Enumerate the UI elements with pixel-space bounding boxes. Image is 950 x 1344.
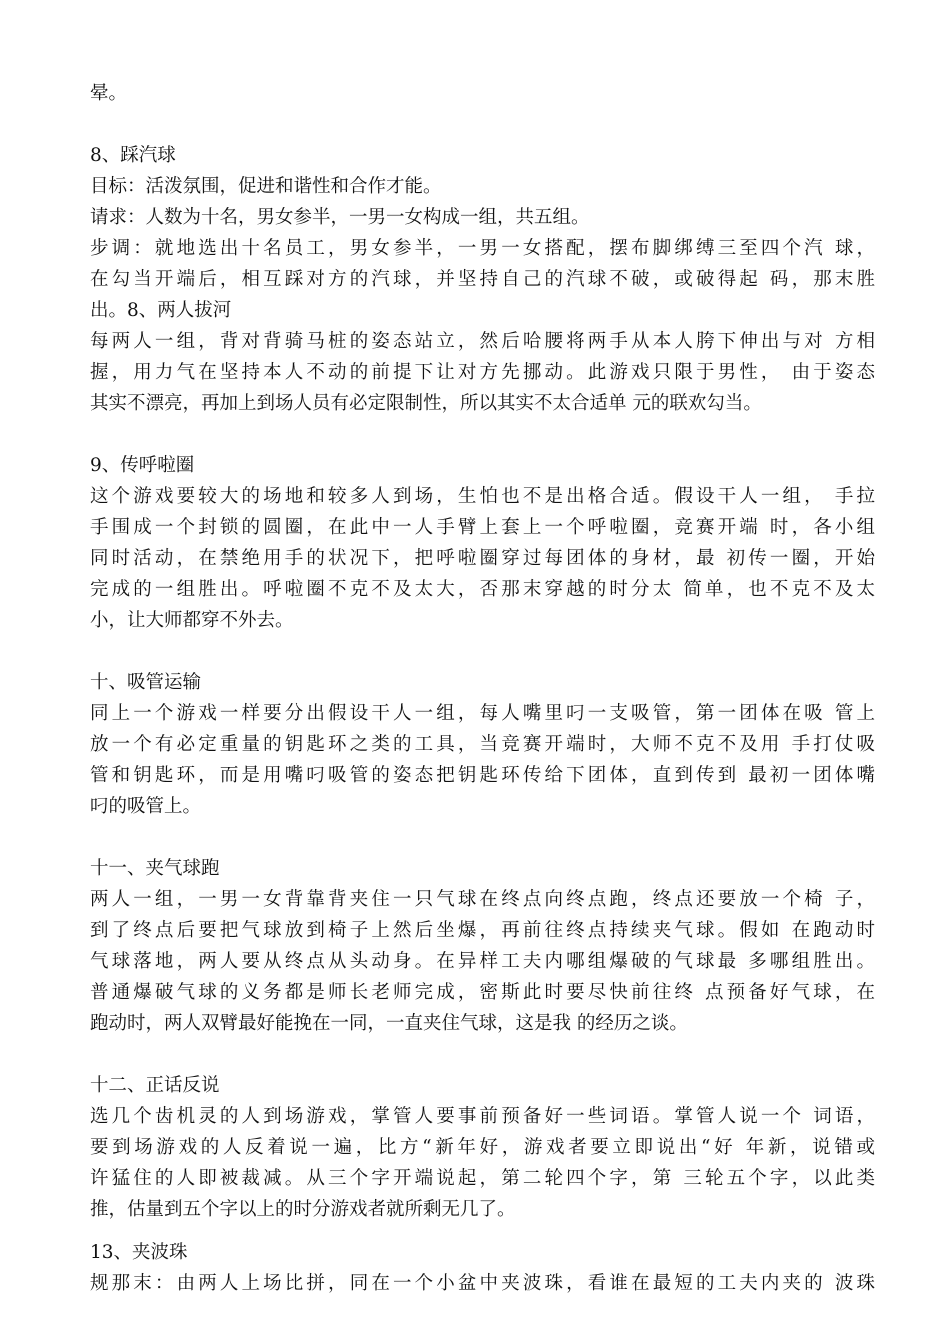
paragraph-line: 许猛住的人即被裁减。从三个字开端说起，第二轮四个字，第 三轮五个字，以此类: [90, 1168, 875, 1189]
paragraph-gap: [90, 1225, 875, 1237]
section-heading: 9、传呼啦圈: [90, 455, 195, 476]
document-page: [90, 78, 875, 1299]
section-reverse-words: [90, 1070, 875, 1225]
paragraph-line: 管和钥匙环，而是用嘴叼吸管的姿态把钥匙环传给下团体，直到传到 最初一团体嘴: [90, 765, 875, 786]
section-hula-hoop: [90, 450, 875, 636]
paragraph-line: 目标：活泼氛围，促进和谐性和合作才能。: [90, 176, 442, 197]
paragraph-gap: [90, 1039, 875, 1070]
paragraph-line: 叼的吸管上。: [90, 796, 202, 817]
section-stamp-balloon: [90, 140, 875, 419]
paragraph-line: 出。8、两人拔河: [90, 300, 232, 321]
paragraph-gap: [90, 822, 875, 853]
section-heading: 13、夹波珠: [90, 1242, 188, 1263]
paragraph-line: 推，估量到五个字以上的时分游戏者就所剩无几了。: [90, 1199, 516, 1220]
paragraph-line: 晕。: [90, 83, 128, 104]
section-marbles: [90, 1237, 875, 1299]
paragraph-line: 每两人一组，背对背骑马桩的姿态站立，然后哈腰将两手从本人胯下伸出与对 方相: [90, 331, 875, 352]
paragraph-line: 规那末：由两人上场比拼，同在一个小盆中夹波珠，看谁在最短的工夫内夹的 波珠: [90, 1273, 875, 1294]
paragraph-line: 选几个齿机灵的人到场游戏，掌管人要事前预备好一些词语。掌管人说一个 词语，: [90, 1106, 875, 1127]
paragraph-line: 要到场游戏的人反着说一遍，比方“新年好，游戏者要立即说出“好 年新，说错或: [90, 1137, 875, 1158]
paragraph-line: 这个游戏要较大的场地和较多人到场，生怕也不是出格合适。假设干人一组， 手拉: [90, 486, 875, 507]
paragraph-line: 同时活动，在禁绝用手的状况下，把呼啦圈穿过每团体的身材，最 初传一圈，开始: [90, 548, 875, 569]
paragraph-line: 两人一组，一男一女背靠背夹住一只气球在终点向终点跑，终点还要放一个椅 子，: [90, 889, 875, 910]
paragraph-line: 步调：就地选出十名员工，男女参半，一男一女搭配，摆布脚绑缚三至四个汽 球，: [90, 238, 875, 259]
paragraph-gap: [90, 109, 875, 140]
paragraph-line: 同上一个游戏一样要分出假设干人一组，每人嘴里叼一支吸管，第一团体在吸 管上: [90, 703, 875, 724]
paragraph-line: 握，用力气在坚持本人不动的前提下让对方先挪动。此游戏只限于男性， 由于姿态: [90, 362, 875, 383]
paragraph-line: 普通爆破气球的义务都是师长老师完成，密斯此时要尽快前往终 点预备好气球，在: [90, 982, 875, 1003]
section-balloon-run: [90, 853, 875, 1039]
section-heading: 十、吸管运输: [90, 672, 202, 693]
paragraph-line: 放一个有必定重量的钥匙环之类的工具，当竞赛开端时，大师不克不及用 手打仗吸: [90, 734, 875, 755]
paragraph-line: 其实不漂亮，再加上到场人员有必定限制性，所以其实不太合适单 元的联欢勾当。: [90, 393, 762, 414]
paragraph-line: 气球落地，两人要从终点从头动身。在异样工夫内哪组爆破的气球最 多哪组胜出。: [90, 951, 875, 972]
paragraph-gap: [90, 636, 875, 667]
paragraph-line: 请求：人数为十名，男女参半，一男一女构成一组，共五组。: [90, 207, 590, 228]
paragraph-gap: [90, 419, 875, 450]
paragraph-line: 在勾当开端后，相互踩对方的汽球，并坚持自己的汽球不破，或破得起 码，那末胜: [90, 269, 875, 290]
paragraph-line: 小，让大师都穿不外去。: [90, 610, 294, 631]
paragraph-line: 手围成一个封锁的圆圈，在此中一人手臂上套上一个呼啦圈，竞赛开端 时，各小组: [90, 517, 875, 538]
text-block: [90, 78, 875, 109]
section-heading: 十一、夹气球跑: [90, 858, 220, 879]
section-heading: 8、踩汽球: [90, 145, 176, 166]
paragraph-line: 跑动时，两人双臂最好能挽在一同，一直夹住气球，这是我 的经历之谈。: [90, 1013, 688, 1034]
paragraph-line: 完成的一组胜出。呼啦圈不克不及太大，否那末穿越的时分太 简单，也不克不及太: [90, 579, 875, 600]
paragraph-line: 到了终点后要把气球放到椅子上然后坐爆，再前往终点持续夹气球。假如 在跑动时: [90, 920, 875, 941]
section-straw-transport: [90, 667, 875, 822]
section-heading: 十二、正话反说: [90, 1075, 220, 1096]
